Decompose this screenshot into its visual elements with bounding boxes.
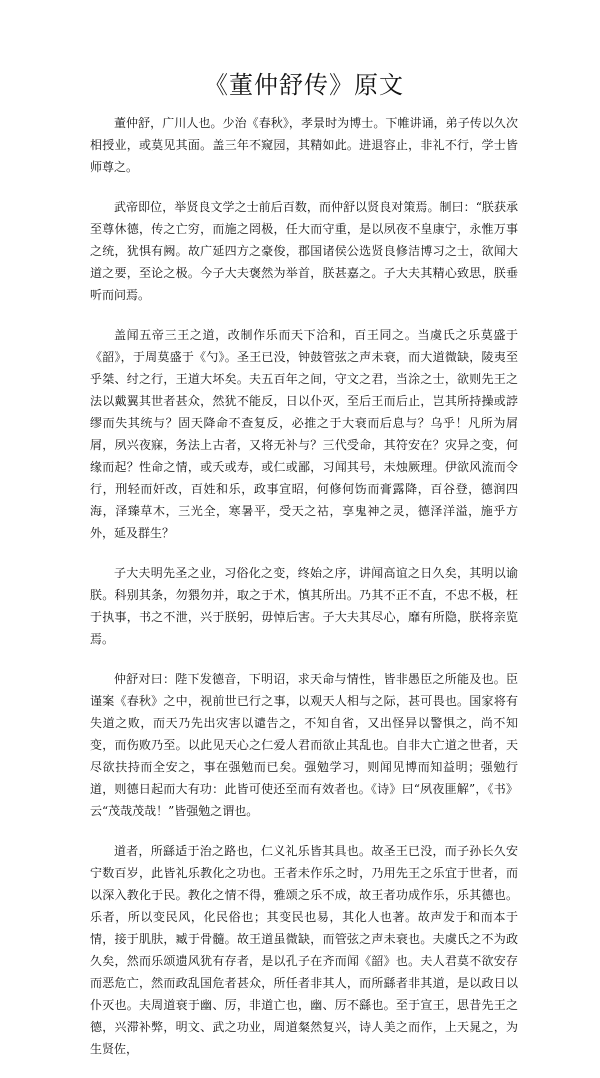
paragraph-1: 董仲舒，广川人也。少治《春秋》，孝景时为博士。下帷讲诵，弟子传以久次相授业，或莫见其面。盖三年不窥园，其精如此。进退容止，非礼不行，学士皆师尊之。 [90,116,518,174]
document-title: 《董仲舒传》原文 [204,71,404,99]
paragraph-4: 子大夫明先圣之业，习俗化之变，终始之序，讲闻高谊之日久矣，其明以谕朕。科别其条，勿猥勿并，取之于术，慎其所出。乃其不正不直，不忠不极，枉于执事，书之不泄，兴于朕躬，毋悼后害。子大夫其尽心，靡有所隐，朕将亲览焉。 [90,566,518,646]
paragraph-5: 仲舒对曰：陛下发德音，下明诏，求天命与情性，皆非愚臣之所能及也。臣谨案《春秋》之中，视前世已行之事，以观天人相与之际，甚可畏也。国家将有失道之败，而天乃先出灾害以谴告之，不知自省，又出怪异以警惧之，尚不知变，而伤败乃至。以此见天心之仁爱人君而欲止其乱也。自非大亡道之世者，天尽欲扶持而全安之，事在强勉而已矣。强勉学习，则闻见博而知益明；强勉行道，则德日起而大有功：此皆可使还至而有效者也。《诗》曰“夙夜匪解”，《书》云“茂哉茂哉！”皆强勉之谓也。 [90,672,518,818]
paragraph-2: 武帝即位，举贤良文学之士前后百数，而仲舒以贤良对策焉。制曰：“朕获承至尊休德，传之亡穷，而施之罔极，任大而守重，是以夙夜不皇康宁，永惟万事之统，犹惧有阙。故广延四方之豪俊，郡国诸侯公选贤良修洁博习之士，欲闻大道之要，至论之极。今子大夫褒然为举首，朕甚嘉之。子大夫其精心致思，朕垂听而问焉。 [90,200,518,302]
paragraph-6: 道者，所繇适于治之路也，仁义礼乐皆其具也。故圣王已没，而子孙长久安宁数百岁，此皆礼乐教化之功也。王者未作乐之时，乃用先王之乐宜于世者，而以深入教化于民。教化之情不得，雅颂之乐不成，故王者功成作乐，乐其德也。乐者，所以变民风，化民俗也；其变民也易，其化人也著。故声发于和而本于情，接于肌肤，臧于骨髓。故王道虽微缺，而管弦之声未衰也。夫虞氏之不为政久矣，然而乐颂遗风犹有存者，是以孔子在齐而闻《韶》也。夫人君莫不欲安存而恶危亡，然而政乱国危者甚众，所任者非其人，而所繇者非其道，是以政日以仆灭也。夫周道衰于幽、厉，非道亡也，幽、厉不繇也。至于宣王，思昔先王之德，兴滞补弊，明文、武之功业，周道粲然复兴，诗人美之而作，上天晁之，为生贤佐， [90,844,518,1056]
document-page [90,70,518,1078]
paragraph-3: 盖闻五帝三王之道，改制作乐而天下洽和，百王同之。当虞氏之乐莫盛于《韶》，于周莫盛于《勺》。圣王已没，钟鼓管弦之声未衰，而大道微缺，陵夷至乎桀、纣之行，王道大坏矣。夫五百年之间，守文之君，当涂之士，欲则先王之法以戴翼其世者甚众，然犹不能反，日以仆灭，至后王而后止，岂其所持操或誖缪而失其统与？固天降命不查复反，必推之于大衰而后息与？乌乎！凡所为屑屑，夙兴夜寐，务法上古者，又将无补与？三代受命，其符安在？灾异之变，何缘而起？性命之情，或夭或寿，或仁或鄙，习闻其号，未烛厥理。伊欲风流而令行，刑轻而奸改，百姓和乐，政事宣昭，何修何饬而膏露降，百谷登，德润四海，泽臻草木，三光全，寒暑平，受天之祜，享鬼神之灵，德泽洋溢，施乎方外，延及群生？ [90,328,518,540]
